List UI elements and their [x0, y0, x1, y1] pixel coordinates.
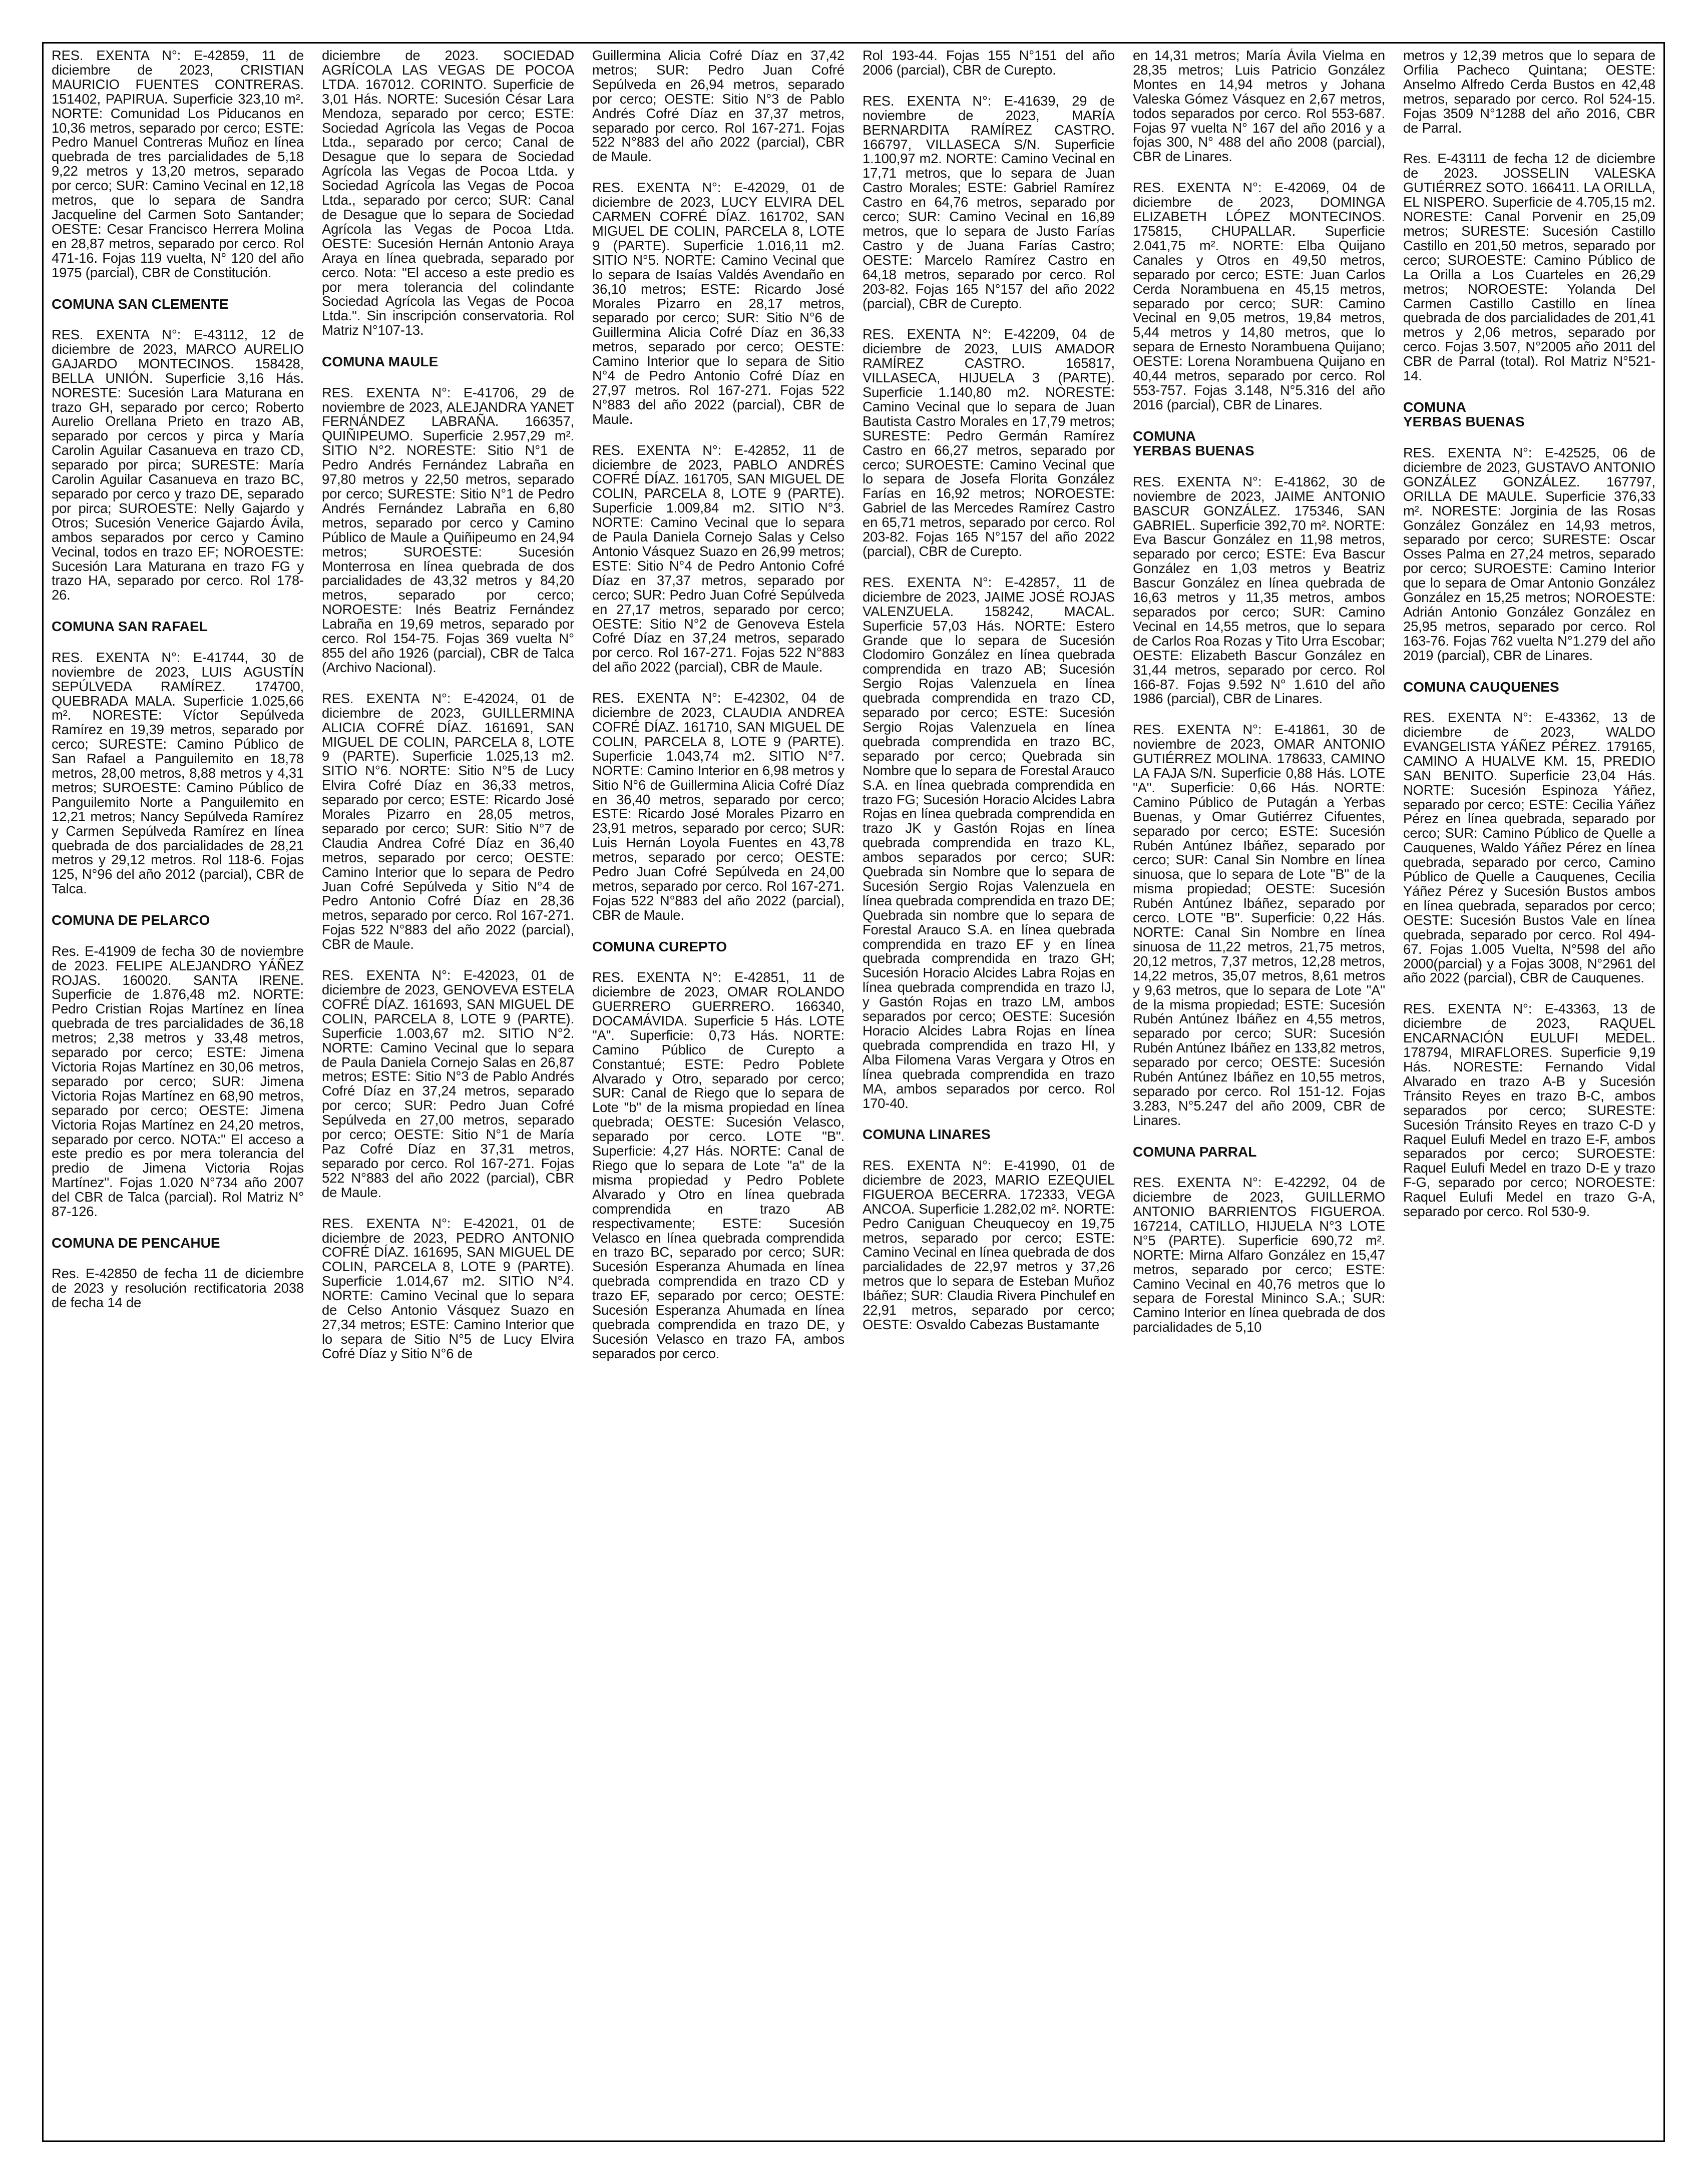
notice-paragraph: RES. EXENTA N°: E-43363, 13 de diciembre de 2023, RAQUEL ENCARNACIÓN EULUFI MEDEL. 178794, MIRAFLORES. Superficie 9,19 Hás. NORESTE: Fernando Vidal Alvarado en trazo A-B y Sucesión Tránsito Reyes en trazo B-C, ambos separados por cerco; SURESTE: Sucesión Tránsito Reyes en trazo C-D y Raquel Eulufi Medel en trazo E-F, ambos separados por cerco; SUROESTE: Raquel Eulufi Medel en trazo D-E y trazo F-G, separado por cerco; NOROESTE: Raquel Eulufi Medel en trazo G-A, separado por cerco. Rol 530-9.	[1403, 1001, 1655, 1220]
notice-paragraph: metros y 12,39 metros que lo separa de Orfilia Pacheco Quintana; OESTE: Anselmo Alfredo Cerda Bustos en 42,48 metros, separado por cerco. Rol 524-15. Fojas 3509 N°1288 del año 2016, CBR de Parral.	[1403, 49, 1655, 136]
section-heading: COMUNA PARRAL	[1133, 1144, 1257, 1160]
notice-paragraph: RES. EXENTA N°: E-41706, 29 de noviembre de 2023, ALEJANDRA YANET FERNÁNDEZ LABRAÑA. 166357, QUIÑIPEUMO. Superficie 2.957,29 m². SITIO N°2. NORESTE: Sitio N°1 de Pedro Andrés Fernández Labraña en 97,80 metros y 22,50 metros, separado por cerco; SURESTE: Sitio N°1 de Pedro Andrés Fernández Labraña en 6,80 metros, separado por cerco y Camino Público de Maule a Quiñipeumo en 24,94 metros; SUROESTE: Sucesión Monterrosa en línea quebrada de dos parcialidades de 43,32 metros y 84,20 metros, separado por cerco; NOROESTE: Inés Beatriz Fernández Labraña en 19,69 metros, separado por cerco. Rol 154-75. Fojas 369 vuelta N° 855 del año 1926 (parcial), CBR de Talca (Archivo Nacional).	[322, 384, 574, 675]
notice-paragraph: RES. EXENTA N°: E-42069, 04 de diciembre de 2023, DOMINGA ELIZABETH LÓPEZ MONTECINOS. 175815, CHUPALLAR. Superficie 2.041,75 m². NORTE: Elba Quijano Canales y Otros en 49,50 metros, separado por cerco; ESTE: Juan Carlos Cerda Norambuena en 45,15 metros, separado por cerco; SUR: Camino Vecinal en 9,05 metros, 19,84 metros, 5,44 metros y 14,80 metros, que lo separa de Ernesto Norambuena Quijano; OESTE: Lorena Norambuena Quijano en 40,44 metros, separado por cerco. Rol 553-757. Fojas 3.148, N°5.316 del año 2016 (parcial), CBR de Linares.	[1133, 180, 1385, 412]
column-1	[52, 49, 304, 2135]
section-heading: COMUNA DE PELARCO	[52, 912, 210, 928]
section-heading: COMUNA SAN CLEMENTE	[52, 296, 229, 312]
column-5	[1133, 49, 1385, 2135]
notice-paragraph: RES. EXENTA N°: E-42029, 01 de diciembre de 2023, LUCY ELVIRA DEL CARMEN COFRÉ DÍAZ. 161702, SAN MIGUEL DE COLIN, PARCELA 8, LOTE 9 (PARTE). Superficie 1.016,11 m2. SITIO N°5. NORTE: Camino Vecinal que lo separa de Isaías Valdés Avendaño en 36,10 metros; ESTE: Ricardo José Morales Pizarro en 28,17 metros, separado por cerco; SUR: Sitio N°6 de Guillermina Alicia Cofré Díaz en 36,33 metros, separado por cerco; OESTE: Camino Interior que lo separa de Sitio N°4 de Pedro Antonio Cofré Díaz en 27,97 metros. Rol 167-271. Fojas 522 N°883 del año 2022 (parcial), CBR de Maule.	[592, 180, 844, 427]
notice-paragraph: RES. EXENTA N°: E-42024, 01 de diciembre de 2023, GUILLERMINA ALICIA COFRÉ DÍAZ. 161691, SAN MIGUEL DE COLIN, PARCELA 8, LOTE 9 (PARTE). Superficie 1.025,13 m2. SITIO N°6. NORTE: Sitio N°5 de Lucy Elvira Cofré Díaz en 36,33 metros, separado por cerco; ESTE: Ricardo José Morales Pizarro en 28,05 metros, separado por cerco; SUR: Sitio N°7 de Claudia Andrea Cofré Díaz en 36,40 metros, separado por cerco; OESTE: Camino Interior que lo separa de Pedro Juan Cofré Sepúlveda y Sitio N°4 de Pedro Antonio Cofré Díaz en 28,36 metros, separado por cerco. Rol 167-271. Fojas 522 N°883 del año 2022 (parcial), CBR de Maule.	[322, 690, 574, 952]
section-heading: COMUNA DE PENCAHUE	[52, 1235, 220, 1251]
notice-paragraph: Res. E-41909 de fecha 30 de noviembre de 2023. FELIPE ALEJANDRO YÁÑEZ ROJAS. 160020. SANTA IRENE. Superficie de 1.876,48 m2. NORTE: Pedro Cristian Rojas Martínez en línea quebrada de tres parcialidades de 36,18 metros; 2,38 metros y 33,48 metros, separado por cerco; ESTE: Jimena Victoria Rojas Martínez en 30,06 metros, separado por cerco; SUR: Jimena Victoria Rojas Martínez en 68,90 metros, separado por cerco; OESTE: Jimena Victoria Rojas Martínez en 24,20 metros, separado por cerco. NOTA:" El acceso a este predio es por mera tolerancia del predio de Jimena Victoria Rojas Martínez". Fojas 1.020 N°734 año 2007 del CBR de Talca (parcial). Rol Matriz N° 87-126.	[52, 943, 304, 1220]
notice-paragraph: RES. EXENTA N°: E-42851, 11 de diciembre de 2023, OMAR ROLANDO GUERRERO GUERRERO. 166340, DOCAMÁVIDA. Superficie 5 Hás. LOTE "A". Superficie: 0,73 Hás. NORTE: Camino Público de Curepto a Constantué; ESTE: Pedro Poblete Alvarado y Otro, separado por cerco; SUR: Canal de Riego que lo separa de Lote "b" de la misma propiedad en línea quebrada; OESTE: Sucesión Velasco, separado por cerco. LOTE "B". Superficie: 4,27 Hás. NORTE: Canal de Riego que lo separa de Lote "a" de la misma propiedad y Pedro Poblete Alvarado y Otro en línea quebrada comprendida en trazo AB respectivamente; ESTE: Sucesión Velasco en línea quebrada comprendida en trazo BC, separado por cerco; SUR: Sucesión Esperanza Ahumada en línea quebrada comprendida en trazo CD y trazo EF, separado por cerco; OESTE: Sucesión Esperanza Ahumada en línea quebrada comprendida en trazo DE, y Sucesión Velasco en trazo FA, ambos separados por cerco.	[592, 969, 844, 1361]
column-3	[592, 49, 844, 2135]
notice-paragraph: RES. EXENTA N°: E-42302, 04 de diciembre de 2023, CLAUDIA ANDREA COFRÉ DÍAZ. 161710, SAN MIGUEL DE COLIN, PARCELA 8, LOTE 9 (PARTE). Superficie 1.043,74 m2. SITIO N°7. NORTE: Camino Interior en 6,98 metros y Sitio N°6 de Guillermina Alicia Cofré Díaz en 36,40 metros, separado por cerco; ESTE: Ricardo José Morales Pizarro en 23,91 metros, separado por cerco; SUR: Luis Hernán Loyola Fuentes en 43,78 metros, separado por cerco; OESTE: Pedro Juan Cofré Sepúlveda en 24,00 metros, separado por cerco. Rol 167-271. Fojas 522 N°883 del año 2022 (parcial), CBR de Maule.	[592, 690, 844, 923]
section-heading: COMUNA CUREPTO	[592, 938, 727, 954]
section-heading: COMUNA LINARES	[863, 1127, 991, 1143]
notice-paragraph: RES. EXENTA N°: E-42023, 01 de diciembre de 2023, GENOVEVA ESTELA COFRÉ DÍAZ. 161693, SAN MIGUEL DE COLIN, PARCELA 8, LOTE 9 (PARTE). Superficie 1.003,67 m2. SITIO N°2. NORTE: Camino Vecinal que lo separa de Paula Daniela Cornejo Salas en 26,87 metros; ESTE: Sitio N°3 de Pablo Andrés Cofré Díaz en 37,24 metros, separado por cerco; SUR: Pedro Juan Cofré Sepúlveda en 27,00 metros, separado por cerco; OESTE: Sitio N°1 de María Paz Cofré Díaz en 37,31 metros, separado por cerco. Rol 167-271. Fojas 522 N°883 del año 2022 (parcial), CBR de Maule.	[322, 967, 574, 1200]
column-4	[863, 49, 1115, 2135]
column-2	[322, 49, 574, 2135]
notice-paragraph: RES. EXENTA N°: E-43112, 12 de diciembre de 2023, MARCO AURELIO GAJARDO MONTECINOS. 158428, BELLA UNIÓN. Superficie 3,16 Hás. NORESTE: Sucesión Lara Maturana en trazo GH, separado por cerco; Roberto Aurelio Orellana Prieto en trazo AB, separado por cercos y pirca y María Carolin Aguilar Casanueva en trazo CD, separado por pirca; SURESTE: María Carolin Aguilar Casanueva en trazo BC, separado por cerco y trazo DE, separado por pirca; SUROESTE: Nelly Gajardo y Otros; Sucesión Venerice Gajardo Ávila, ambos separados por cerco y Camino Vecinal, todos en trazo EF; NOROESTE: Sucesión Lara Maturana en trazo FG y trazo HA, separado por cerco. Rol 178-26.	[52, 327, 304, 603]
notice-paragraph: Res. E-42850 de fecha 11 de diciembre de 2023 y resolución rectificatoria 2038 de fecha 14 de	[52, 1266, 304, 1311]
notice-paragraph: Guillermina Alicia Cofré Díaz en 37,42 metros; SUR: Pedro Juan Cofré Sepúlveda en 26,94 metros, separado por cerco; OESTE: Sitio N°3 de Pablo Andrés Cofré Díaz en 37,37 metros, separado por cerco. Rol 167-271. Fojas 522 N°883 del año 2022 (parcial), CBR de Maule.	[592, 49, 844, 165]
notice-paragraph: RES. EXENTA N°: E-42525, 06 de diciembre de 2023, GUSTAVO ANTONIO GONZÁLEZ GONZÁLEZ. 167797, ORILLA DE MAULE. Superficie 376,33 m². NORESTE: Jorginia de las Rosas González González en 14,93 metros, separado por cerco; SURESTE: Oscar Osses Palma en 27,24 metros, separado por cerco; SUROESTE: Camino Interior que lo separa de Omar Antonio González González en 15,25 metros; NOROESTE: Adrián Antonio González González en 25,95 metros, separado por cerco. Rol 163-76. Fojas 762 vuelta N°1.279 del año 2019 (parcial), CBR de Linares.	[1403, 445, 1655, 663]
notice-paragraph: RES. EXENTA N°: E-41861, 30 de noviembre de 2023, OMAR ANTONIO GUTIÉRREZ MOLINA. 178633, CAMINO LA FAJA S/N. Superficie 0,88 Hás. LOTE "A". Superficie: 0,66 Hás. NORTE: Camino Público de Putagán a Yerbas Buenas, y Omar Gutiérrez Cifuentes, separado por cerco; ESTE: Sucesión Rubén Antúnez Ibáñez, separado por cerco; SUR: Canal Sin Nombre en línea sinuosa, que lo separa de Lote "B" de la misma propiedad; OESTE: Sucesión Rubén Antúnez Ibáñez, separado por cerco. LOTE "B". Superficie: 0,22 Hás. NORTE: Canal Sin Nombre en línea sinuosa de 11,22 metros, 21,75 metros, 20,12 metros, 7,37 metros, 12,28 metros, 14,22 metros, 35,07 metros, 8,61 metros y 9,63 metros, que lo separa de Lote "A" de la misma propiedad; ESTE: Sucesión Rubén Antúnez Ibáñez en 4,55 metros, separado por cerco; SUR: Sucesión Rubén Antúnez Ibáñez en 133,82 metros, separado por cerco; OESTE: Sucesión Rubén Antúnez Ibáñez en 10,55 metros, separado por cerco. Rol 151-12. Fojas 3.283, N°5.247 del año 2009, CBR de Linares.	[1133, 722, 1385, 1128]
notice-paragraph: RES. EXENTA N°: E-42292, 04 de diciembre de 2023, GUILLERMO ANTONIO BARRIENTOS FIGUEROA. 167214, CATILLO, HIJUELA N°3 LOTE N°5 (PARTE). Superficie 690,72 m². NORTE: Mirna Alfaro González en 15,47 metros, separado por cerco; ESTE: Camino Vecinal en 40,76 metros que lo separa de Forestal Mininco S.A.; SUR: Camino Interior en línea quebrada de dos parcialidades de 5,10	[1133, 1175, 1385, 1335]
newspaper-page	[42, 42, 1665, 2142]
notice-paragraph: RES. EXENTA N°: E-41862, 30 de noviembre de 2023, JAIME ANTONIO BASCUR GONZÁLEZ. 175346, SAN GABRIEL. Superficie 392,70 m². NORTE: Eva Bascur González en 11,98 metros, separado por cerco; ESTE: Eva Bascur González en 1,03 metros y Beatriz Bascur González en línea quebrada de 16,63 metros y 11,35 metros, ambos separados por cerco; SUR: Camino Vecinal en 14,55 metros, que lo separa de Carlos Roa Rozas y Tito Urra Escobar; OESTE: Elizabeth Bascur González en 31,44 metros, separado por cerco. Rol 166-87. Fojas 9.592 N° 1.610 del año 1986 (parcial), CBR de Linares.	[1133, 473, 1385, 707]
notice-paragraph: RES. EXENTA N°: E-42852, 11 de diciembre de 2023, PABLO ANDRÉS COFRÉ DÍAZ. 161705, SAN MIGUEL DE COLIN, PARCELA 8, LOTE 9 (PARTE). Superficie 1.009,84 m2. SITIO N°3. NORTE: Camino Vecinal que lo separa de Paula Daniela Cornejo Salas y Celso Antonio Vásquez Suazo en 26,99 metros; ESTE: Sitio N°4 de Pedro Antonio Cofré Díaz en 37,37 metros, separado por cerco; SUR: Pedro Juan Cofré Sepúlveda en 27,17 metros, separado por cerco; OESTE: Sitio N°2 de Genoveva Estela Cofré Díaz en 37,24 metros, separado por cerco. Rol 167-271. Fojas 522 N°883 del año 2022 (parcial), CBR de Maule.	[592, 442, 844, 675]
notice-paragraph: RES. EXENTA N°: E-41744, 30 de noviembre de 2023, LUIS AGUSTÍN SEPÚLVEDA RAMÍREZ. 174700, QUEBRADA MALA. Superficie 1.025,66 m². NORESTE: Víctor Sepúlveda Ramírez en 19,39 metros, separado por cerco; SURESTE: Camino Público de San Rafael a Panguilemito en 18,78 metros, 28,00 metros, 8,88 metros y 4,31 metros; SUROESTE: Camino Público de Panguilemito Norte a Panguilemito en 12,21 metros; Nancy Sepúlveda Ramírez y Carmen Sepúlveda Ramírez en línea quebrada de dos parcialidades de 28,21 metros y 29,12 metros. Rol 118-6. Fojas 125, N°96 del año 2012 (parcial), CBR de Talca.	[52, 649, 304, 897]
notice-paragraph: Rol 193-44. Fojas 155 N°151 del año 2006 (parcial), CBR de Curepto.	[863, 49, 1115, 78]
notice-paragraph: diciembre de 2023. SOCIEDAD AGRÍCOLA LAS VEGAS DE POCOA LTDA. 167012. CORINTO. Superficie de 3,01 Hás. NORTE: Sucesión César Lara Mendoza, separado por cerco; ESTE: Sociedad Agrícola las Vegas de Pocoa Ltda., separado por cerco; Canal de Desague que lo separa de Sociedad Agrícola las Vegas de Pocoa Ltda. y Sociedad Agrícola las Vegas de Pocoa Ltda., separado por cerco; SUR: Canal de Desague que lo separa de Sociedad Agrícola las Vegas de Pocoa Ltda. OESTE: Sucesión Hernán Antonio Araya Araya en línea quebrada, separado por cerco. Nota: "El acceso a este predio es por mera tolerancia del colindante Sociedad Agrícola las Vegas de Pocoa Ltda.". Sin inscripción conservatoria. Rol Matriz N°107-13.	[322, 49, 574, 338]
notice-paragraph: RES. EXENTA N°: E-42857, 11 de diciembre de 2023, JAIME JOSÉ ROJAS VALENZUELA. 158242, MACAL. Superficie 57,03 Hás. NORTE: Estero Grande que lo separa de Sucesión Clodomiro González en línea quebrada comprendida en trazo AB; Sucesión Sergio Rojas Valenzuela en línea quebrada comprendida en trazo CD, separado por cerco; ESTE: Sucesión Sergio Rojas Valenzuela en línea quebrada comprendida en trazo BC, separado por cerco; Quebrada sin Nombre que lo separa de Forestal Arauco S.A. en línea quebrada comprendida en trazo FG; Sucesión Horacio Alcides Labra Rojas en línea quebrada comprendida en trazo JK y Gastón Rojas en línea quebrada comprendida en trazo KL, ambos separados por cerco; SUR: Quebrada sin Nombre que lo separa de Sucesión Sergio Rojas Valenzuela en línea quebrada comprendida en trazo DE; Quebrada sin nombre que lo separa de Forestal Arauco S.A. en línea quebrada comprendida en trazo EF y en línea quebrada comprendida en trazo GH; Sucesión Horacio Alcides Labra Rojas en línea quebrada comprendida en trazo IJ, y Gastón Rojas en trazo LM, ambos separados por cerco; OESTE: Sucesión Horacio Alcides Labra Rojas en línea quebrada comprendida en trazo HI, y Alba Filomena Varas Vergara y Otros en línea quebrada comprendida en trazo MA, ambos separados por cerco. Rol 170-40.	[863, 574, 1115, 1111]
notice-paragraph: RES. EXENTA N°: E-42209, 04 de diciembre de 2023, LUIS AMADOR RAMÍREZ CASTRO. 165817, VILLASECA, HIJUELA 3 (PARTE). Superficie 1.140,80 m2. NORESTE: Camino Vecinal que lo separa de Juan Bautista Castro Morales en 17,79 metros; SURESTE: Pedro Germán Ramírez Castro en 66,27 metros, separado por cerco; SUROESTE: Camino Vecinal que lo separa de Josefa Florita González Farías en 16,92 metros; NOROESTE: Gabriel de las Mercedes Ramírez Castro en 65,71 metros, separado por cerco. Rol 203-82. Fojas 165 N°157 del año 2022 (parcial), CBR de Curepto.	[863, 326, 1115, 559]
section-heading: COMUNA CAUQUENES	[1403, 679, 1559, 695]
columns-container	[52, 49, 1655, 2135]
notice-paragraph: RES. EXENTA N°: E-41639, 29 de noviembre de 2023, MARÍA BERNARDITA RAMÍREZ CASTRO. 166797, VILLASECA S/N. Superficie 1.100,97 m2. NORTE: Camino Vecinal en 17,71 metros, que lo separa de Juan Castro Morales; ESTE: Gabriel Ramírez Castro en 64,76 metros, separado por cerco; SUR: Camino Vecinal en 16,89 metros, que lo separa de Justo Farías Castro y de Juana Farías Castro; OESTE: Marcelo Ramírez Castro en 64,18 metros, separado por cerco. Rol 203-82. Fojas 165 N°157 del año 2022 (parcial), CBR de Curepto.	[863, 93, 1115, 311]
section-heading: COMUNA MAULE	[322, 354, 439, 370]
section-heading: COMUNA YERBAS BUENAS	[1133, 428, 1254, 459]
notice-paragraph: en 14,31 metros; María Ávila Vielma en 28,35 metros; Luis Patricio González Montes en 14,94 metros y Johana Valeska Gómez Vásquez en 2,67 metros, todos separados por cerco. Rol 553-687. Fojas 97 vuelta N° 167 del año 2016 y a fojas 300, N° 488 del año 2008 (parcial), CBR de Linares.	[1133, 49, 1385, 165]
notice-paragraph: RES. EXENTA N°: E-43362, 13 de diciembre de 2023, WALDO EVANGELISTA YÁÑEZ PÉREZ. 179165, CAMINO A HUALVE KM. 15, PREDIO SAN BENITO. Superficie 23,04 Hás. NORTE: Sucesión Espinoza Yáñez, separado por cerco; ESTE: Cecilia Yáñez Pérez en línea quebrada, separado por cerco; SUR: Camino Público de Quelle a Cauquenes, Waldo Yáñez Pérez en línea quebrada, separado por cerco, Camino Público de Quelle a Cauquenes, Cecilia Yáñez Pérez y Sucesión Bustos ambos en línea quebrada, separados por cerco; OESTE: Sucesión Bustos Vale en línea quebrada, separado por cerco. Rol 494-67. Fojas 1.005 Vuelta, N°598 del año 2000(parcial) y a Fojas 3008, N°2961 del año 2022 (parcial), CBR de Cauquenes.	[1403, 710, 1655, 986]
column-6	[1403, 49, 1655, 2135]
section-heading: COMUNA SAN RAFAEL	[52, 619, 208, 635]
notice-paragraph: Res. E-43111 de fecha 12 de diciembre de 2023. JOSSELIN VALESKA GUTIÉRREZ SOTO. 166411. LA ORILLA, EL NISPERO. Superficie de 4.705,15 m2. NORESTE: Canal Porvenir en 25,09 metros; SURESTE: Sucesión Castillo Castillo en 201,50 metros, separado por cerco; SUROESTE: Camino Público de La Orilla a Los Cuarteles en 26,29 metros; NOROESTE: Yolanda Del Carmen Castillo Castillo en línea quebrada de dos parcialidades de 201,41 metros y 2,06 metros, separado por cerco. Fojas 3.507, N°2005 año 2011 del CBR de Parral (total). Rol Matriz N°521-14.	[1403, 151, 1655, 384]
notice-paragraph: RES. EXENTA N°: E-42021, 01 de diciembre de 2023, PEDRO ANTONIO COFRÉ DÍAZ. 161695, SAN MIGUEL DE COLIN, PARCELA 8, LOTE 9 (PARTE). Superficie 1.014,67 m2. SITIO N°4. NORTE: Camino Vecinal que lo separa de Celso Antonio Vásquez Suazo en 27,34 metros; ESTE: Camino Interior que lo separa de Sitio N°5 de Lucy Elvira Cofré Díaz y Sitio N°6 de	[322, 1215, 574, 1361]
notice-paragraph: RES. EXENTA N°: E-42859, 11 de diciembre de 2023, CRISTIAN MAURICIO FUENTES CONTRERAS. 151402, PAPIRUA. Superficie 323,10 m². NORTE: Comunidad Los Piducanos en 10,36 metros, separado por cerco; ESTE: Pedro Manuel Contreras Muñoz en línea quebrada de tres parcialidades de 5,18 9,22 metros y 13,20 metros, separado por cerco; SUR: Camino Vecinal en 12,18 metros, que lo separa de Sandra Jacqueline del Carmen Soto Santander; OESTE: Cesar Francisco Herrera Molina en 28,87 metros, separado por cerco. Rol 471-16. Fojas 119 vuelta, N° 120 del año 1975 (parcial), CBR de Constitución.	[52, 49, 304, 280]
section-heading: COMUNA YERBAS BUENAS	[1403, 399, 1525, 430]
notice-paragraph: RES. EXENTA N°: E-41990, 01 de diciembre de 2023, MARIO EZEQUIEL FIGUEROA BECERRA. 172333, VEGA ANCOA. Superficie 1.282,02 m². NORTE: Pedro Caniguan Cheuquecoy en 19,75 metros, separado por cerco; ESTE: Camino Vecinal en línea quebrada de dos parcialidades de 22,97 metros y 37,26 metros que lo separa de Esteban Muñoz Ibáñez; SUR: Claudia Rivera Pinchulef en 22,91 metros, separado por cerco; OESTE: Osvaldo Cabezas Bustamante	[863, 1157, 1115, 1332]
